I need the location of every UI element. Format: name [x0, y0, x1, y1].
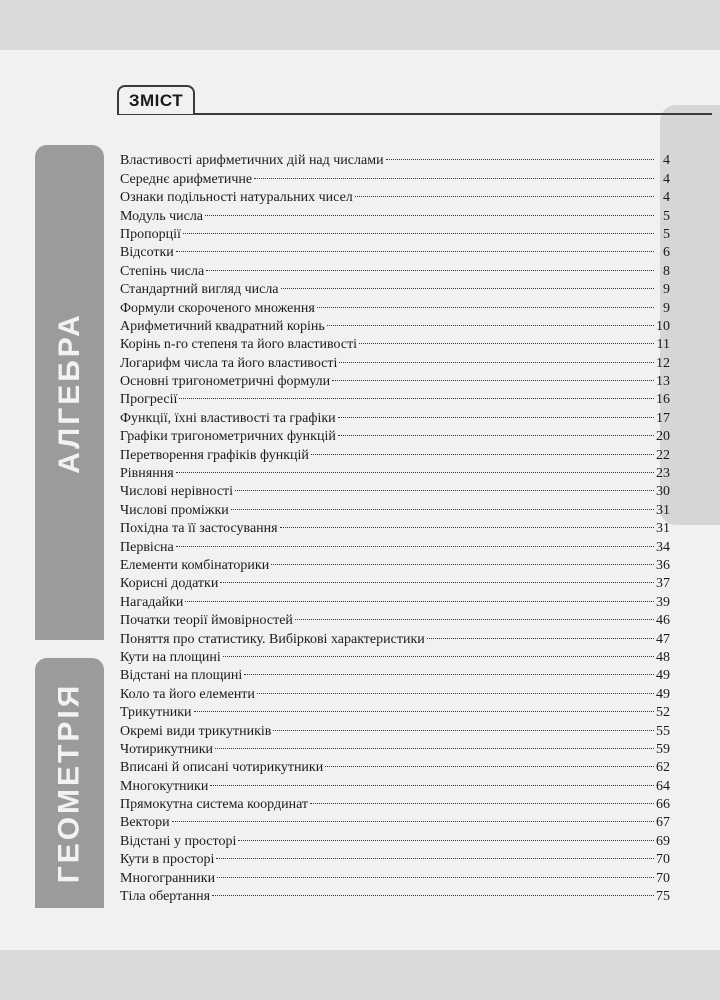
toc-leader-dots	[244, 656, 654, 675]
toc-entry-title: Числові проміжки	[120, 502, 229, 518]
toc-entry-title: Елементи комбінаторики	[120, 557, 270, 573]
toc-leader-dots	[176, 454, 654, 473]
toc-leader-dots	[338, 398, 654, 417]
toc-entry-title: Нагадайки	[120, 594, 184, 610]
toc-entry-page: 37	[656, 576, 670, 592]
toc-entry-title: Властивості арифметичних дій над числами	[120, 153, 384, 169]
toc-leader-dots	[235, 472, 654, 491]
toc-leader-dots	[332, 362, 654, 381]
toc-entry-title: Вектори	[120, 815, 170, 831]
toc-entry-page: 47	[656, 631, 670, 647]
toc-leader-dots	[176, 233, 654, 252]
toc-entry-page: 66	[656, 797, 670, 813]
toc-leader-dots	[310, 785, 654, 804]
toc-entry-page: 9	[663, 282, 670, 298]
header-rule	[117, 113, 712, 115]
toc-entry-title: Чотирикутники	[120, 741, 214, 757]
toc-leader-dots	[273, 711, 654, 730]
geometry-section-label: ГЕОМЕТРІЯ	[52, 682, 86, 884]
toc-entry-title: Кути в просторі	[120, 852, 215, 868]
toc-leader-dots	[216, 840, 654, 859]
toc-leader-dots	[223, 638, 654, 657]
toc-entry-page: 48	[656, 649, 670, 665]
toc-entry-page: 34	[656, 539, 670, 555]
toc-entry-page: 8	[663, 263, 670, 279]
toc-entry-title: Відстані у просторі	[120, 833, 237, 849]
toc-entry-title: Модуль числа	[120, 208, 204, 224]
algebra-section-label: АЛГЕБРА	[52, 311, 86, 474]
toc-entry-page: 4	[663, 190, 670, 206]
toc-entry-title: Первісна	[120, 539, 174, 555]
toc-entry-title: Основні тригонометричні формули	[120, 374, 331, 390]
toc-entry-page: 46	[656, 613, 670, 629]
toc-leader-dots	[215, 730, 654, 749]
toc-entry-page: 11	[656, 337, 670, 353]
toc-entry-page: 62	[656, 760, 670, 776]
toc-leader-dots	[238, 821, 654, 840]
toc-entry-title: Тіла обертання	[120, 889, 211, 905]
toc-leader-dots	[254, 159, 654, 178]
toc-entry-title: Початки теорії ймовірностей	[120, 613, 293, 629]
toc-entry-title: Похідна та її застосування	[120, 521, 278, 537]
toc-entry-title: Функції, їхні властивості та графіки	[120, 410, 336, 426]
toc-entry-title: Окремі види трикутників	[120, 723, 272, 739]
geometry-section-tab	[35, 658, 104, 908]
toc-leader-dots	[206, 251, 654, 270]
toc-entry-page: 49	[656, 686, 670, 702]
toc-leader-dots	[386, 141, 654, 160]
toc-entry-page: 10	[656, 318, 670, 334]
toc-entry-title: Числові нерівності	[120, 484, 234, 500]
toc-leader-dots	[317, 288, 654, 307]
toc-entry-page: 5	[663, 226, 670, 242]
toc-leader-dots	[172, 803, 654, 822]
table-of-contents	[120, 145, 670, 905]
toc-leader-dots	[325, 748, 654, 767]
toc-entry-page: 69	[656, 833, 670, 849]
toc-entry-title: Ознаки подільності натуральних чисел	[120, 190, 353, 206]
toc-entry-title: Формули скороченого множення	[120, 300, 315, 316]
toc-entry-title: Перетворення графіків функцій	[120, 447, 309, 463]
toc-entry-page: 4	[663, 171, 670, 187]
toc-entry-page: 49	[656, 668, 670, 684]
toc-entry-page: 31	[656, 502, 670, 518]
toc-leader-dots	[339, 343, 654, 362]
toc-entry-page: 17	[656, 410, 670, 426]
toc-entry-page: 23	[656, 466, 670, 482]
toc-entry-page: 70	[656, 852, 670, 868]
toc-entry-title: Графіки тригонометричних функцій	[120, 429, 336, 445]
toc-entry-title: Трикутники	[120, 705, 192, 721]
toc-entry-page: 59	[656, 741, 670, 757]
toc-leader-dots	[271, 546, 654, 565]
contents-title: ЗМІСТ	[128, 90, 184, 110]
toc-entry-title: Рівняння	[120, 466, 174, 482]
toc-leader-dots	[280, 509, 654, 528]
toc-leader-dots	[257, 674, 654, 693]
toc-entry-page: 31	[656, 521, 670, 537]
toc-entry-page: 64	[656, 778, 670, 794]
toc-entry-title: Стандартний вигляд числа	[120, 282, 279, 298]
toc-entry-title: Кути на площині	[120, 649, 221, 665]
toc-entry-page: 4	[663, 153, 670, 169]
toc-leader-dots	[212, 877, 654, 896]
toc-leader-dots	[338, 417, 654, 436]
toc-entry-title: Поняття про статистику. Вибіркові характеристики	[120, 631, 425, 647]
toc-entry-title: Прогресії	[120, 392, 178, 408]
toc-entry-page: 55	[656, 723, 670, 739]
toc-entry-title: Логарифм числа та його властивості	[120, 355, 338, 371]
toc-entry-page: 12	[656, 355, 670, 371]
toc-entry-title: Корінь n-го степеня та його властивості	[120, 337, 358, 353]
toc-leader-dots	[427, 619, 654, 638]
toc-entry-title: Відстані на площині	[120, 668, 243, 684]
toc-entry-page: 16	[656, 392, 670, 408]
toc-leader-dots	[295, 601, 654, 620]
toc-entry-page: 6	[663, 245, 670, 261]
toc-leader-dots	[205, 196, 654, 215]
toc-entry-page: 20	[656, 429, 670, 445]
toc-leader-dots	[179, 380, 654, 399]
toc-leader-dots	[281, 270, 654, 289]
toc-entry-title: Прямокутна система координат	[120, 797, 309, 813]
toc-leader-dots	[220, 564, 654, 583]
toc-entry-title: Вписані й описані чотирикутники	[120, 760, 324, 776]
toc-leader-dots	[311, 435, 654, 454]
toc-leader-dots	[185, 582, 654, 601]
toc-leader-dots	[194, 693, 654, 712]
toc-entry-page: 39	[656, 594, 670, 610]
toc-entry-page: 30	[656, 484, 670, 500]
toc-entry-page: 13	[656, 374, 670, 390]
toc-leader-dots	[231, 490, 654, 509]
toc-entry-title: Відсотки	[120, 245, 174, 261]
toc-entry-page: 52	[656, 705, 670, 721]
algebra-section-tab	[35, 145, 104, 640]
toc-leader-dots	[210, 766, 654, 785]
toc-entry-title: Многогранники	[120, 870, 216, 886]
toc-leader-dots	[355, 178, 654, 197]
toc-entry-page: 67	[656, 815, 670, 831]
toc-entry-page: 75	[656, 889, 670, 905]
toc-entry-title: Корисні додатки	[120, 576, 219, 592]
toc-leader-dots	[327, 307, 654, 326]
toc-entry-title: Пропорції	[120, 226, 181, 242]
toc-leader-dots	[176, 527, 654, 546]
toc-entry-title: Середнє арифметичне	[120, 171, 253, 187]
toc-entry-page: 9	[663, 300, 670, 316]
toc-leader-dots	[217, 858, 654, 877]
toc-leader-dots	[359, 325, 654, 344]
toc-leader-dots	[183, 215, 654, 234]
toc-entry-page: 22	[656, 447, 670, 463]
toc-entry-page: 70	[656, 870, 670, 886]
toc-entry-title: Степінь числа	[120, 263, 205, 279]
toc-entry-page: 5	[663, 208, 670, 224]
toc-entry-title: Многокутники	[120, 778, 209, 794]
toc-entry-title: Коло та його елементи	[120, 686, 255, 702]
toc-entry-title: Арифметичний квадратний корінь	[120, 318, 325, 334]
contents-header	[117, 85, 195, 114]
toc-entry-page: 36	[656, 557, 670, 573]
